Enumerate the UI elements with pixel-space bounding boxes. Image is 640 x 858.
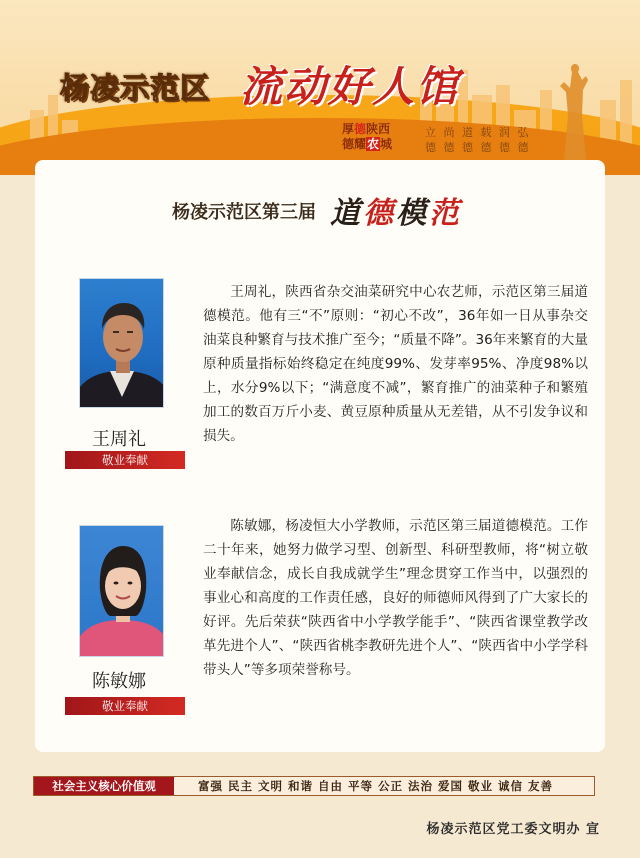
award-category-badge: 敬业奉献 <box>65 451 185 469</box>
logo-char: 城 <box>380 137 393 151</box>
logo-char: 厚 <box>342 122 355 136</box>
logo-char: 农 <box>367 137 380 151</box>
slogan-line: 德 德 德 德 德 德 <box>425 141 531 154</box>
portrait-photo <box>79 525 164 657</box>
core-values-label: 社会主义核心价值观 <box>34 777 174 795</box>
slogan-line: 立 尚 道 载 润 弘 <box>425 126 531 139</box>
brand-name: 杨凌示范区 <box>60 71 211 105</box>
person-name: 王周礼 <box>92 429 146 450</box>
hou-de-shaanxi-logo <box>342 122 416 160</box>
person-name: 陈敏娜 <box>92 671 146 692</box>
publisher-credit: 杨凌示范区党工委文明办 宣 <box>426 822 600 837</box>
virtue-slogan <box>425 125 545 155</box>
statue-icon <box>556 60 594 170</box>
man-portrait-icon <box>80 279 164 408</box>
logo-char: 德 <box>354 122 367 136</box>
core-values-bar <box>33 776 595 796</box>
title-char: 德 <box>363 196 396 231</box>
section-title: 杨凌示范区第三届 <box>172 202 316 223</box>
person-bio: 王周礼，陕西省杂交油菜研究中心农艺师，示范区第三届道德模范。他有三“不”原则：“初心不改”，36年如一日从事杂交油菜良种繁育与技术推广至今；“质量不降”。36年来繁育的大量原种质量指标始终稳定在纯度99%、发芽率95%、净度98%以上，水分9%以下；“满意度不减”，繁育推广的油菜种子和繁殖加工的数百万斤小麦、黄豆原种质量从无差错，从不引发争议和损失。 <box>203 284 588 444</box>
header-banner <box>0 0 640 175</box>
title-char: 道 <box>330 196 363 231</box>
core-values-text: 富强 民主 文明 和谐 自由 平等 公正 法治 爱国 敬业 诚信 友善 <box>198 779 554 793</box>
logo-char: 陕西 <box>366 122 391 136</box>
award-category-badge: 敬业奉献 <box>65 697 185 715</box>
logo-char: 德耀 <box>342 137 367 151</box>
section-title-script <box>330 188 462 232</box>
woman-portrait-icon <box>80 526 164 657</box>
person-bio: 陈敏娜，杨凌恒大小学教师，示范区第三届道德模范。工作二十年来，她努力做学习型、创新型、科研型教师，将“树立敬业奉献信念，成长自我成就学生”理念贯穿工作当中，以强烈的事业心和高度的工作责任感，良好的师德师风得到了广大家长的好评。先后荣获“陕西省中小学教学能手”、“陕西省课堂教学改革先进个人”、“陕西省桃李教研先进个人”、“陕西省中小学学科带头人”等多项荣誉称号。 <box>203 518 588 678</box>
portrait-photo <box>79 278 164 408</box>
banner-title: 流动好人馆 <box>240 62 461 111</box>
title-char: 模 <box>396 196 429 231</box>
title-char: 范 <box>429 196 462 231</box>
